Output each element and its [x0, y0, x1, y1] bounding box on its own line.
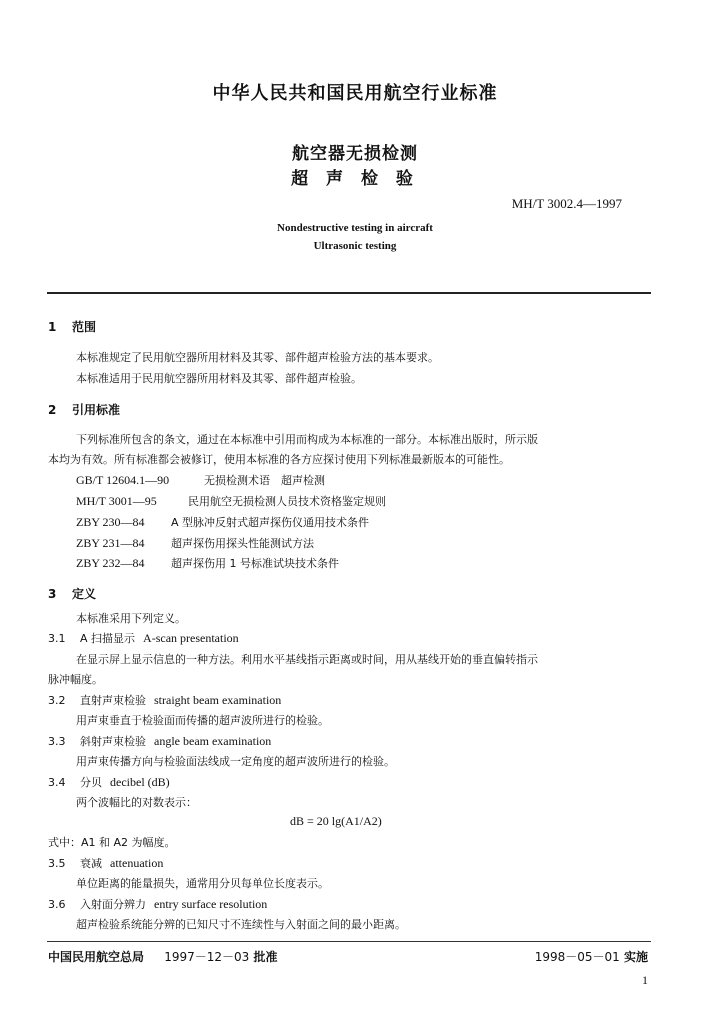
- reference-item: GB/T 12604.1—90 无损检测术语 超声检测: [76, 473, 325, 487]
- section-2-para-line1: 下列标准所包含的条文，通过在本标准中引用而构成为本标准的一部分。本标准出版时，所示版: [76, 433, 538, 446]
- definition-3-1-heading: 3.1 A 扫描显示 A-scan presentation: [48, 631, 239, 645]
- definition-3-1-text-line2: 脉冲幅度。: [48, 673, 103, 686]
- header-divider: [47, 292, 651, 294]
- definition-3-5-heading: 3.5 衰减 attenuation: [48, 856, 164, 870]
- footer-divider: [47, 941, 651, 942]
- reference-item: MH/T 3001—95 民用航空无损检测人员技术资格鉴定规则: [76, 494, 386, 508]
- english-title-line2: Ultrasonic testing: [313, 240, 397, 252]
- definition-3-4-text: 两个波幅比的对数表示：: [76, 796, 197, 809]
- reference-item: ZBY 232—84 超声探伤用 1 号标准试块技术条件: [76, 556, 339, 570]
- definition-3-3-text: 用声束传播方向与检验面法线成一定角度的超声波所进行的检验。: [76, 755, 395, 768]
- definition-3-4-heading: 3.4 分贝 decibel (dB): [48, 775, 170, 789]
- section-3-intro: 本标准采用下列定义。: [76, 612, 186, 625]
- effective-date: 1998－05－01: [534, 950, 620, 964]
- reference-item: ZBY 231—84 超声探伤用探头性能测试方法: [76, 536, 314, 550]
- issuer: 中国民用航空总局: [48, 950, 145, 964]
- page-number: 1: [642, 973, 648, 987]
- approval-label: 批准: [253, 950, 278, 964]
- definition-3-5-text: 单位距离的能量损失，通常用分贝每单位长度表示。: [76, 877, 329, 890]
- section-2-heading: 2 引用标准: [48, 403, 121, 417]
- formula-where-clause: 式中：A1 和 A2 为幅度。: [48, 836, 176, 849]
- english-title-line1: Nondestructive testing in aircraft: [277, 222, 433, 234]
- definition-3-2-heading: 3.2 直射声束检验 straight beam examination: [48, 693, 282, 707]
- effective-label: 实施: [623, 950, 648, 964]
- definition-3-1-text-line1: 在显示屏上显示信息的一种方法。利用水平基线指示距离或时间，用从基线开始的垂直偏转指示: [76, 653, 538, 666]
- approval-date: 1997－12－03: [164, 950, 250, 964]
- db-formula: dB = 20 lg(A1/A2): [290, 814, 382, 828]
- section-1-para-1: 本标准规定了民用航空器所用材料及其零、部件超声检验方法的基本要求。: [76, 351, 439, 364]
- footer-approval: [48, 948, 278, 965]
- definition-3-2-text: 用声束垂直于检验面而传播的超声波所进行的检验。: [76, 714, 329, 727]
- section-1-para-2: 本标准适用于民用航空器所用材料及其零、部件超声检验。: [76, 372, 362, 385]
- definition-3-6-text: 超声检验系统能分辨的已知尺寸不连续性与入射面之间的最小距离。: [76, 918, 406, 931]
- definition-3-6-heading: 3.6 入射面分辨力 entry surface resolution: [48, 897, 268, 911]
- standard-title-line2: 超 声 检 验: [291, 169, 419, 189]
- reference-item: ZBY 230—84 A 型脉冲反射式超声探伤仪通用技术条件: [76, 515, 370, 529]
- issuing-org-heading: 中华人民共和国民用航空行业标准: [212, 83, 498, 104]
- standard-number: MH/T 3002.4—1997: [511, 196, 622, 211]
- definition-3-3-heading: 3.3 斜射声束检验 angle beam examination: [48, 734, 272, 748]
- standard-title-line1: 航空器无损检测: [292, 144, 418, 164]
- section-1-heading: 1 范围: [48, 320, 97, 334]
- section-3-heading: 3 定义: [48, 587, 97, 601]
- section-2-para-line2: 本均为有效。所有标准都会被修订，使用本标准的各方应探讨使用下列标准最新版本的可能性。: [48, 453, 510, 466]
- footer-effective: [535, 948, 648, 965]
